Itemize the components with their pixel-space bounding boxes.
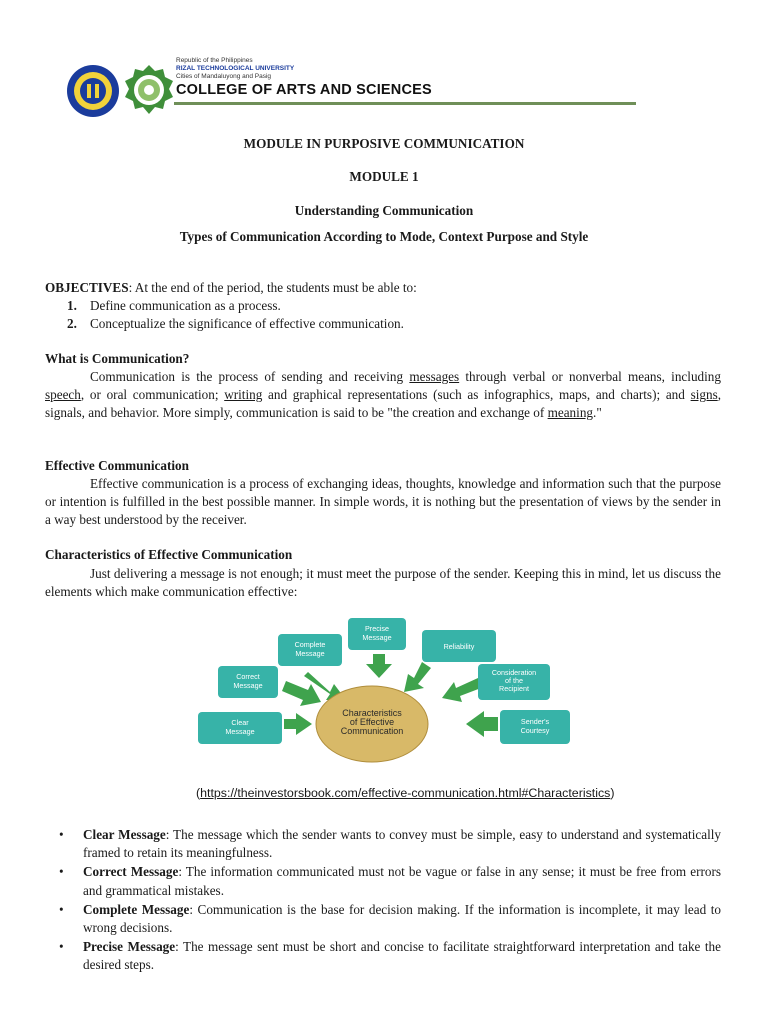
subtopic-title: Types of Communication According to Mode, Context Purpose and Style <box>179 229 589 244</box>
header-cities: Cities of Mandaluyong and Pasig <box>176 73 272 80</box>
college-seal-logo <box>124 64 174 118</box>
module-number: MODULE 1 <box>349 169 419 184</box>
bullet-icon: • <box>59 939 64 955</box>
box-label: Message <box>295 649 325 658</box>
box-label: Message <box>362 633 392 642</box>
header-republic: Republic of the Philippines <box>176 57 253 64</box>
characteristics-list <box>45 826 721 976</box>
box-senders-courtesy <box>500 710 570 744</box>
box-consideration-of-recipient <box>478 664 550 700</box>
box-label: Clear <box>231 718 249 727</box>
center-label-line: Communication <box>340 726 404 736</box>
bullet-term: Clear Message <box>83 827 166 842</box>
text-run: through verbal or nonverbal means, including <box>459 369 721 384</box>
box-label: Complete <box>294 640 326 649</box>
objectives-intro-text: : At the end of the period, the students must be able to: <box>128 280 417 295</box>
rtu-seal-logo <box>66 64 120 118</box>
diagram-source <box>196 786 615 800</box>
bullet-term: Precise Message <box>83 939 176 955</box>
meaning-link[interactable]: meaning <box>547 405 594 421</box>
bullet-term: Complete Message <box>83 901 190 917</box>
text-run: and graphical representations (such as infographics, maps, and charts); and <box>262 387 691 403</box>
what-is-heading: What is Communication? <box>45 351 190 366</box>
header-rule <box>174 102 636 105</box>
objective-number: 2. <box>67 316 77 332</box>
topic-title: Understanding Communication <box>294 203 474 218</box>
box-label: of the <box>505 676 523 685</box>
box-complete-message <box>278 634 342 666</box>
writing-link[interactable]: writing <box>224 387 263 403</box>
bullet-text: : The message which the sender wants to convey must be simple, easy to understand and systematically framed to retain its meaningfulness. <box>83 827 721 861</box>
text-run: ." <box>593 405 602 421</box>
source-paren: ) <box>610 786 615 800</box>
objective-text: Conceptualize the significance of effective communication. <box>90 316 404 332</box>
header-university: RIZAL TECHNOLOGICAL UNIVERSITY <box>176 65 295 72</box>
objective-item <box>45 315 725 333</box>
list-item <box>45 826 721 862</box>
box-clear-message <box>198 712 282 744</box>
list-item <box>45 938 721 974</box>
center-label-line: of Effective <box>349 717 395 727</box>
box-label: Message <box>233 681 263 690</box>
source-paren: ( <box>196 786 201 800</box>
objectives-block <box>45 279 725 334</box>
list-item <box>45 863 721 899</box>
source-link[interactable]: https://theinvestorsbook.com/effective-communication.html#Characteristics <box>200 786 611 800</box>
text-run: , signals, and behavior. More simply, communication is said to be "the creation and exchange of <box>45 387 722 421</box>
effective-heading: Effective Communication <box>45 458 189 473</box>
objective-number: 1. <box>67 298 77 314</box>
box-precise-message <box>348 618 406 650</box>
what-is-paragraph <box>45 368 721 423</box>
box-reliability <box>422 630 496 662</box>
bullet-text: : The information communicated must not be vague or false in any sense; it must be free from errors and grammatical mistakes. <box>83 864 721 898</box>
box-label: Message <box>225 727 255 736</box>
messages-link[interactable]: messages <box>409 369 460 384</box>
box-label: Consideration <box>491 668 537 677</box>
objective-text: Define communication as a process. <box>90 298 281 314</box>
box-label: Precise <box>365 624 389 633</box>
bullet-text: : Communication is the base for decision making. If the information is incomplete, it may lead to wrong decisions. <box>83 901 721 936</box>
effective-paragraph: Effective communication is a process of exchanging ideas, thoughts, knowledge and information such that the purpose or intention is fulfilled in the best possible manner. In simple words, it is nothing but the presentation of views by the sender in a way best understood by the receiver. <box>45 476 721 528</box>
box-correct-message <box>218 666 278 698</box>
bullet-text: : The message sent must be short and concise to facilitate straightforward interpretation and take the desired steps. <box>83 939 721 973</box>
text-run: , or oral communication; <box>80 387 225 403</box>
characteristics-paragraph: Just delivering a message is not enough; it must meet the purpose of the sender. Keeping this in mind, let us discuss the elements which make communication effective: <box>45 566 721 600</box>
bullet-icon: • <box>59 864 64 880</box>
box-label: Courtesy <box>520 726 550 735</box>
speech-link[interactable]: speech <box>45 387 81 403</box>
list-item <box>45 901 721 937</box>
module-title: MODULE IN PURPOSIVE COMMUNICATION <box>243 136 525 151</box>
box-label: Reliability <box>443 642 475 651</box>
objectives-list <box>45 297 725 333</box>
characteristics-diagram <box>196 612 572 782</box>
signs-link[interactable]: signs <box>690 387 718 403</box>
bullet-term: Correct Message <box>83 864 179 880</box>
box-label: Correct <box>236 672 260 681</box>
box-label: Recipient <box>499 684 529 693</box>
bullet-icon: • <box>59 901 64 917</box>
text-run: Communication is the process of sending and receiving <box>90 369 410 384</box>
objectives-intro <box>45 279 725 297</box>
objective-item <box>45 297 725 315</box>
objectives-label: OBJECTIVES <box>45 280 129 295</box>
bullet-icon: • <box>59 827 64 842</box>
header-college: COLLEGE OF ARTS AND SCIENCES <box>176 82 432 98</box>
center-label-line: Characteristics <box>342 708 402 718</box>
box-label: Sender's <box>520 717 550 726</box>
characteristics-heading: Characteristics of Effective Communication <box>45 547 293 562</box>
